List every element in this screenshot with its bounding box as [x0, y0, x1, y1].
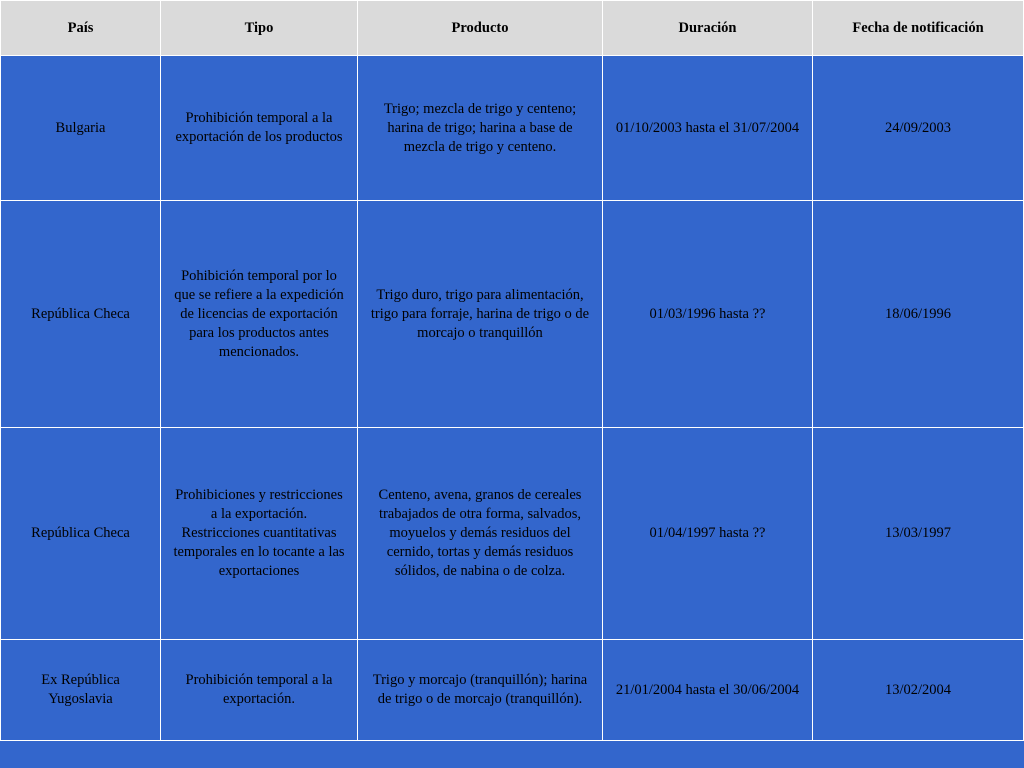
table-row — [1, 201, 1024, 428]
cell-tipo: Prohibición temporal a la exportación de los productos — [161, 56, 358, 201]
header-duracion: Duración — [603, 1, 813, 56]
cell-fecha: 18/06/1996 — [813, 201, 1024, 428]
header-pais: País — [1, 1, 161, 56]
cell-duracion: 01/10/2003 hasta el 31/07/2004 — [603, 56, 813, 201]
header-fecha: Fecha de notificación — [813, 1, 1024, 56]
cell-tipo: Prohibiciones y restricciones a la exportación. Restricciones cuantitativas temporales en lo tocante a las exportaciones — [161, 428, 358, 640]
cell-producto: Trigo; mezcla de trigo y centeno; harina de trigo; harina a base de mezcla de trigo y centeno. — [358, 56, 603, 201]
cell-duracion: 01/03/1996 hasta ?? — [603, 201, 813, 428]
table-row — [1, 56, 1024, 201]
table-row — [1, 428, 1024, 640]
cell-pais: Ex República Yugoslavia — [1, 640, 161, 741]
cell-duracion: 21/01/2004 hasta el 30/06/2004 — [603, 640, 813, 741]
table-header-row — [1, 1, 1024, 56]
cell-tipo: Prohibición temporal a la exportación. — [161, 640, 358, 741]
table-row — [1, 640, 1024, 741]
cell-fecha: 13/02/2004 — [813, 640, 1024, 741]
cell-pais: República Checa — [1, 428, 161, 640]
cell-producto: Centeno, avena, granos de cereales trabajados de otra forma, salvados, moyuelos y demás residuos del cernido, tortas y demás residuos sólidos, de nabina o de colza. — [358, 428, 603, 640]
cell-tipo: Pohibición temporal por lo que se refiere a la expedición de licencias de exportación para los productos antes mencionados. — [161, 201, 358, 428]
cell-fecha: 13/03/1997 — [813, 428, 1024, 640]
cell-producto: Trigo duro, trigo para alimentación, trigo para forraje, harina de trigo o de morcajo o tranquillón — [358, 201, 603, 428]
header-tipo: Tipo — [161, 1, 358, 56]
cell-fecha: 24/09/2003 — [813, 56, 1024, 201]
cell-pais: Bulgaria — [1, 56, 161, 201]
cell-pais: República Checa — [1, 201, 161, 428]
header-producto: Producto — [358, 1, 603, 56]
cell-duracion: 01/04/1997 hasta ?? — [603, 428, 813, 640]
cell-producto: Trigo y morcajo (tranquillón); harina de trigo o de morcajo (tranquillón). — [358, 640, 603, 741]
